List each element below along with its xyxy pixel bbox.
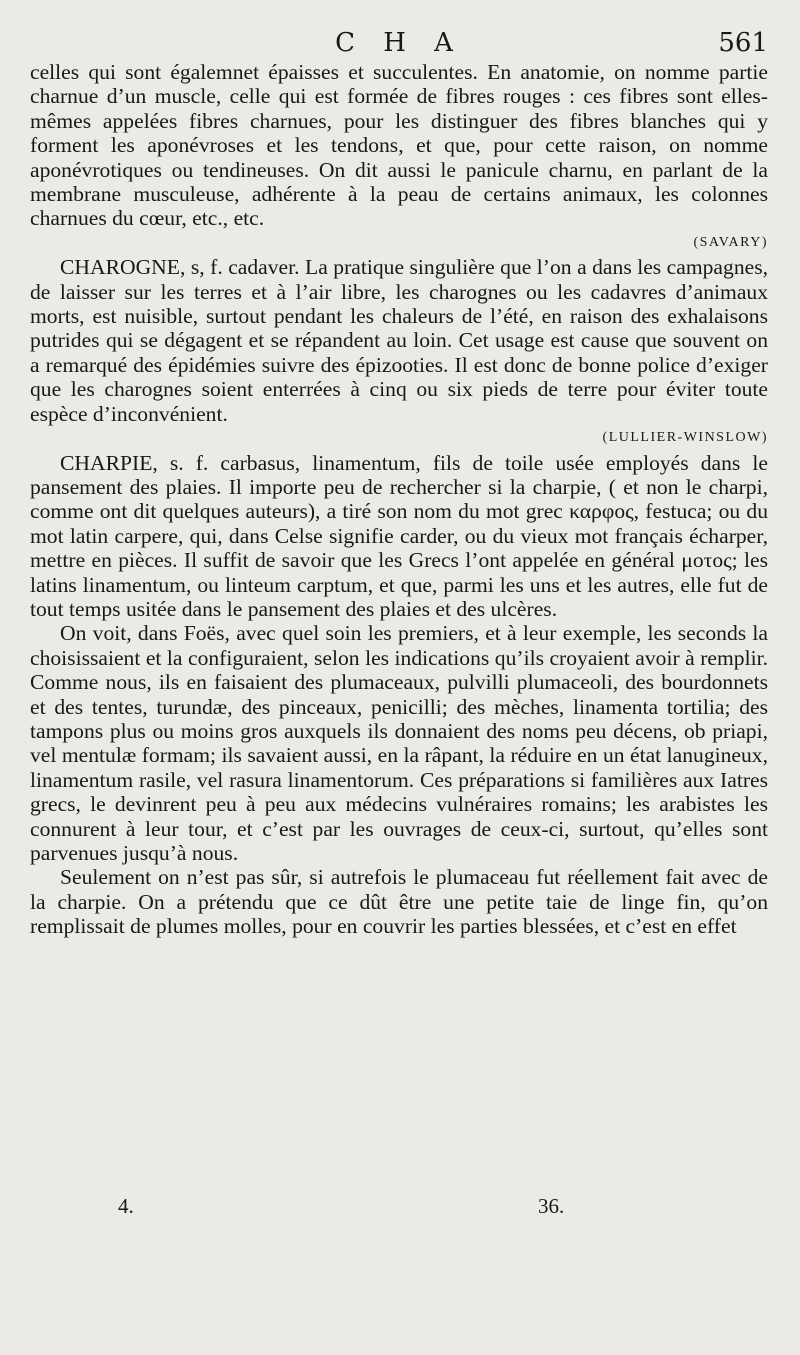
author-signature-savary: (SAVARY) xyxy=(693,234,768,250)
page-header xyxy=(30,28,768,64)
running-head: C H A xyxy=(335,28,463,58)
paragraph-plumaceau: Seulement on n’est pas sûr, si autrefois le plumaceau fut réellement fait avec de la charpie. On a prétendu que ce dût être une petite taie de linge fin, qu’on remplissait de plumes molles, pour en couvrir les parties blessées, et c’est en effet xyxy=(30,865,768,939)
signature-mark: 4. xyxy=(118,1194,134,1218)
paragraph-anatomie: celles qui sont égalemnet épaisses et succulentes. En anatomie, on nomme partie charnue d’un muscle, celle qui est formée de fibres rouges : ces fibres sont elles-mêmes appelées fibres charnues, pour les distinguer des fibres blanches qui y forment les aponévroses et les tendons, et que, pour cette raison, on nomme aponévrotiques ou tendineuses. On dit aussi le panicule charnu, en parlant de la membrane musculeuse, adhérente à la peau de certains animaux, les colonnes charnues du cœur, etc., etc. xyxy=(30,60,768,231)
paragraph-foes: On voit, dans Foës, avec quel soin les premiers, et à leur exemple, les seconds la choisissaient et la configuraient, selon les indications qu’ils croyaient avoir à remplir. Comme nous, ils en faisaient des plumaceaux, pulvilli plumaceoli, des bourdonnets et des tentes, turundæ, des pinceaux, penicilli; des mèches, linamenta tortilia; des tampons plus ou moins gros auxquels ils donnaient des noms peu décens, ob priapi, vel mentulæ formam; ils savaient aussi, en la râpant, la réduire en un état lanugineux, linamentum rasile, vel rasura linamentorum. Ces préparations si familières aux Iatres grecs, le devinrent peu à peu aux médecins vulnéraires romains; les arabistes les connurent à leur tour, et c’est par les ouvrages de ceux-ci, surtout, qu’elles sont parvenues jusqu’à nous. xyxy=(30,621,768,865)
page-number: 561 xyxy=(718,28,768,58)
body-text xyxy=(30,60,768,939)
author-signature-lullier-winslow: (LULLIER-WINSLOW) xyxy=(602,430,768,446)
fold-number: 36. xyxy=(538,1194,565,1218)
entry-charpie: CHARPIE, s. f. carbasus, linamentum, fils de toile usée employés dans le pansement des plaies. Il importe peu de rechercher si la charpie, ( et non le charpi, comme ont dit quelques auteurs), a tiré son nom du mot grec καρφος, festuca; ou du mot latin carpere, qui, dans Celse signifie carder, ou du vieux mot français écharper, mettre en pièces. Il suffit de savoir que les Grecs l’ont appelée en général μοτος; les latins linamentum, ou linteum carptum, et que, parmi les uns et les autres, elle fut de tout temps usitée dans le pansement des plaies et des ulcères. xyxy=(30,450,768,621)
entry-charogne: CHAROGNE, s, f. cadaver. La pratique singulière que l’on a dans les campagnes, de laisser sur les terres et à l’air libre, les charognes ou les cadavres d’animaux morts, est nuisible, surtout pendant les chaleurs de l’été, en raison des exhalaisons putrides qui se dégagent et se répandent au loin. Cet usage est cause que souvent on a remarqué des épidémies suivre des épizooties. Il est donc de bonne police d’exiger que les charognes soient enterrées à cinq ou six pieds de terre pour éviter toute espèce d’inconvénient. xyxy=(30,255,768,426)
